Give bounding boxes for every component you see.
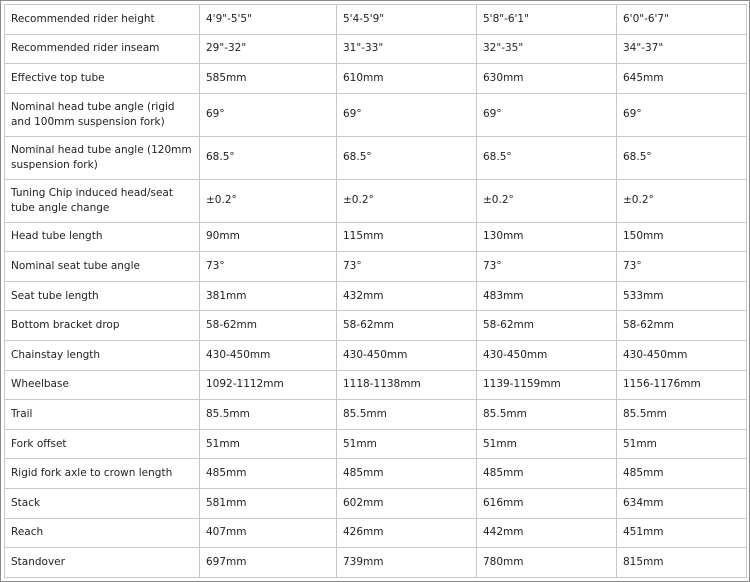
- table-cell: 697mm: [200, 548, 337, 578]
- table-cell: 1139-1159mm: [477, 370, 617, 400]
- table-cell: 1118-1138mm: [337, 370, 477, 400]
- table-cell: 69°: [200, 93, 337, 136]
- table-row: [5, 488, 747, 518]
- table-cell: 73°: [200, 252, 337, 282]
- row-label: Bottom bracket drop: [5, 311, 200, 341]
- table-cell: 130mm: [477, 222, 617, 252]
- table-row: [5, 5, 747, 35]
- table-cell: 780mm: [477, 548, 617, 578]
- table-cell: 585mm: [200, 64, 337, 94]
- table-cell: 430-450mm: [617, 340, 747, 370]
- table-cell: 430-450mm: [337, 340, 477, 370]
- table-cell: 68.5°: [200, 136, 337, 179]
- row-label: Recommended rider inseam: [5, 34, 200, 64]
- table-cell: 4'9"-5'5": [200, 5, 337, 35]
- row-label: Stack: [5, 488, 200, 518]
- table-row: [5, 34, 747, 64]
- table-cell: 73°: [337, 252, 477, 282]
- row-label: Seat tube length: [5, 281, 200, 311]
- table-cell: 51mm: [477, 429, 617, 459]
- table-cell: 739mm: [337, 548, 477, 578]
- table-row: [5, 311, 747, 341]
- table-cell: 426mm: [337, 518, 477, 548]
- row-label: Nominal seat tube angle: [5, 252, 200, 282]
- table-cell: ±0.2°: [337, 179, 477, 222]
- table-cell: 34"-37": [617, 34, 747, 64]
- table-cell: 73°: [617, 252, 747, 282]
- table-cell: 533mm: [617, 281, 747, 311]
- table-cell: 485mm: [617, 459, 747, 489]
- table-cell: 442mm: [477, 518, 617, 548]
- table-cell: 73°: [477, 252, 617, 282]
- table-cell: 430-450mm: [477, 340, 617, 370]
- table-cell: 58-62mm: [337, 311, 477, 341]
- table-row: [5, 222, 747, 252]
- table-cell: 610mm: [337, 64, 477, 94]
- table-cell: ±0.2°: [200, 179, 337, 222]
- table-cell: ±0.2°: [617, 179, 747, 222]
- table-row: [5, 340, 747, 370]
- table-row: [5, 548, 747, 578]
- row-label: Recommended rider height: [5, 5, 200, 35]
- table-cell: 85.5mm: [337, 400, 477, 430]
- table-row: [5, 518, 747, 548]
- table-cell: 69°: [337, 93, 477, 136]
- row-label: Tuning Chip induced head/seat tube angle change: [5, 179, 200, 222]
- row-label: Wheelbase: [5, 370, 200, 400]
- table-cell: 581mm: [200, 488, 337, 518]
- table-cell: 58-62mm: [200, 311, 337, 341]
- table-cell: 58-62mm: [477, 311, 617, 341]
- table-cell: ±0.2°: [477, 179, 617, 222]
- table-cell: 630mm: [477, 64, 617, 94]
- table-cell: 31"-33": [337, 34, 477, 64]
- table-cell: 6'0"-6'7": [617, 5, 747, 35]
- table-row: [5, 370, 747, 400]
- table-cell: 381mm: [200, 281, 337, 311]
- table-cell: 483mm: [477, 281, 617, 311]
- table-cell: 90mm: [200, 222, 337, 252]
- table-row: [5, 400, 747, 430]
- row-label: Trail: [5, 400, 200, 430]
- table-row: [5, 136, 747, 179]
- table-cell: 485mm: [200, 459, 337, 489]
- table-cell: 32"-35": [477, 34, 617, 64]
- table-cell: 5'8"-6'1": [477, 5, 617, 35]
- geometry-table-body: [5, 5, 747, 578]
- table-row: [5, 179, 747, 222]
- row-label: Effective top tube: [5, 64, 200, 94]
- table-row: [5, 429, 747, 459]
- table-cell: 85.5mm: [200, 400, 337, 430]
- table-cell: 68.5°: [477, 136, 617, 179]
- table-cell: 69°: [477, 93, 617, 136]
- row-label: Chainstay length: [5, 340, 200, 370]
- row-label: Rigid fork axle to crown length: [5, 459, 200, 489]
- geometry-table: [4, 4, 747, 578]
- table-cell: 815mm: [617, 548, 747, 578]
- table-cell: 1092-1112mm: [200, 370, 337, 400]
- table-cell: 150mm: [617, 222, 747, 252]
- table-cell: 1156-1176mm: [617, 370, 747, 400]
- row-label: Nominal head tube angle (120mm suspension fork): [5, 136, 200, 179]
- table-cell: 58-62mm: [617, 311, 747, 341]
- table-cell: 485mm: [337, 459, 477, 489]
- table-cell: 645mm: [617, 64, 747, 94]
- table-cell: 68.5°: [617, 136, 747, 179]
- table-cell: 51mm: [200, 429, 337, 459]
- table-cell: 51mm: [337, 429, 477, 459]
- table-cell: 616mm: [477, 488, 617, 518]
- table-cell: 85.5mm: [617, 400, 747, 430]
- table-row: [5, 252, 747, 282]
- table-cell: 430-450mm: [200, 340, 337, 370]
- table-row: [5, 281, 747, 311]
- row-label: Fork offset: [5, 429, 200, 459]
- table-cell: 115mm: [337, 222, 477, 252]
- table-row: [5, 64, 747, 94]
- table-cell: 451mm: [617, 518, 747, 548]
- table-cell: 5'4-5'9": [337, 5, 477, 35]
- table-cell: 68.5°: [337, 136, 477, 179]
- table-cell: 432mm: [337, 281, 477, 311]
- table-row: [5, 93, 747, 136]
- row-label: Nominal head tube angle (rigid and 100mm suspension fork): [5, 93, 200, 136]
- table-cell: 634mm: [617, 488, 747, 518]
- table-cell: 29"-32": [200, 34, 337, 64]
- table-cell: 69°: [617, 93, 747, 136]
- row-label: Standover: [5, 548, 200, 578]
- table-cell: 51mm: [617, 429, 747, 459]
- table-cell: 485mm: [477, 459, 617, 489]
- table-row: [5, 459, 747, 489]
- row-label: Head tube length: [5, 222, 200, 252]
- table-cell: 602mm: [337, 488, 477, 518]
- table-cell: 85.5mm: [477, 400, 617, 430]
- table-cell: 407mm: [200, 518, 337, 548]
- row-label: Reach: [5, 518, 200, 548]
